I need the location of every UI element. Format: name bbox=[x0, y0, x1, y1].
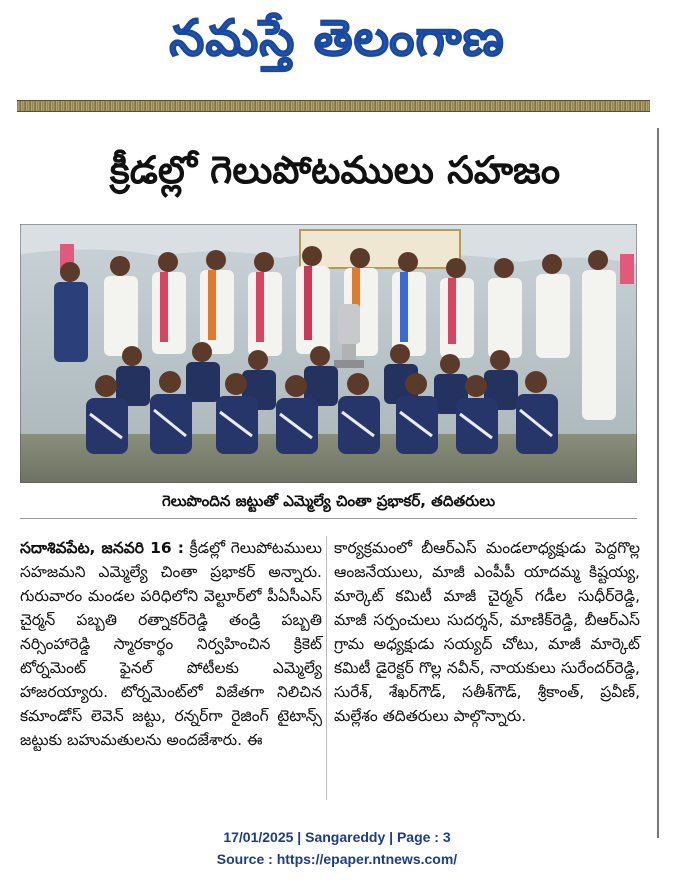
newspaper-title: నమస్తే తెలంగాణ bbox=[169, 9, 505, 67]
masthead-divider bbox=[17, 100, 650, 112]
news-photo bbox=[20, 224, 637, 483]
caption-divider bbox=[20, 518, 637, 519]
masthead bbox=[0, 0, 674, 100]
photo-caption: గెలుపొందిన జట్టుతో ఎమ్మెల్యే చింతా ప్రభాకర్, తదితరులు bbox=[161, 492, 496, 510]
column-divider bbox=[326, 536, 327, 800]
page-edge-rule bbox=[657, 128, 659, 838]
edition-info: 17/01/2025 | Sangareddy | Page : 3 bbox=[223, 829, 451, 845]
article-headline: క్రీడల్లో గెలుపోటములు సహజం bbox=[109, 148, 561, 192]
team-photo-illustration bbox=[20, 224, 637, 483]
article-column-right bbox=[334, 536, 640, 728]
article-column-left bbox=[20, 536, 322, 752]
article-body-right: కార్యక్రమంలో బీఆర్‌ఎస్ మండలాధ్యక్షుడు పెద్దగొల్ల ఆంజనేయులు, మాజీ ఎంపీపీ యాదమ్మ కిష్టయ్య, మార్కెట్ కమిటీ మాజీ చైర్మన్ గడీల సుధీర్‌రెడ్డి, మాజీ సర్పంచులు సుదర్శన్, మాణిక్‌రెడ్డి, బీఆర్‌ఎస్ గ్రామ అధ్యక్షుడు సయ్యద్ చోటు, మాజీ మార్కెట్ కమిటీ డైరెక్టర్ గొల్ల నవీన్, నాయకులు సురేందర్‌రెడ్డి, సురేశ్, శేఖర్‌గౌడ్, సతీశ్‌గౌడ్, శ్రీకాంత్, ప్రవీణ్, మల్లేశం తదితరులు పాల్గొన్నారు. bbox=[334, 539, 640, 725]
dateline: సదాశివపేట, జనవరి 16 : bbox=[20, 539, 184, 557]
source-link[interactable]: Source : https://epaper.ntnews.com/ bbox=[216, 851, 458, 867]
article-body-left: క్రీడల్లో గెలుపోటములు సహజమని ఎమ్మెల్యే చింతా ప్రభాకర్ అన్నారు. గురువారం మండల పరిధిలోని వెల్టూర్‌లో పీఏసీఎస్ చైర్మన్ పబ్బతి రత్నాకర్‌రెడ్డి తండ్రి పబ్బతి నర్సింహారెడ్డి స్మారకార్థం నిర్వహించిన క్రికెట్ టోర్నమెంట్ ఫైనల్ పోటీలకు ఎమ్మెల్యే హాజరయ్యారు. టోర్నమెంట్‌లో విజేతగా నిలిచిన కమాండోస్ లెవెన్ జట్టు, రన్నర్‌గా రైజింగ్ టైటాన్స్ జట్టుకు బహుమతులను అందజేశారు. ఈ bbox=[20, 539, 322, 749]
